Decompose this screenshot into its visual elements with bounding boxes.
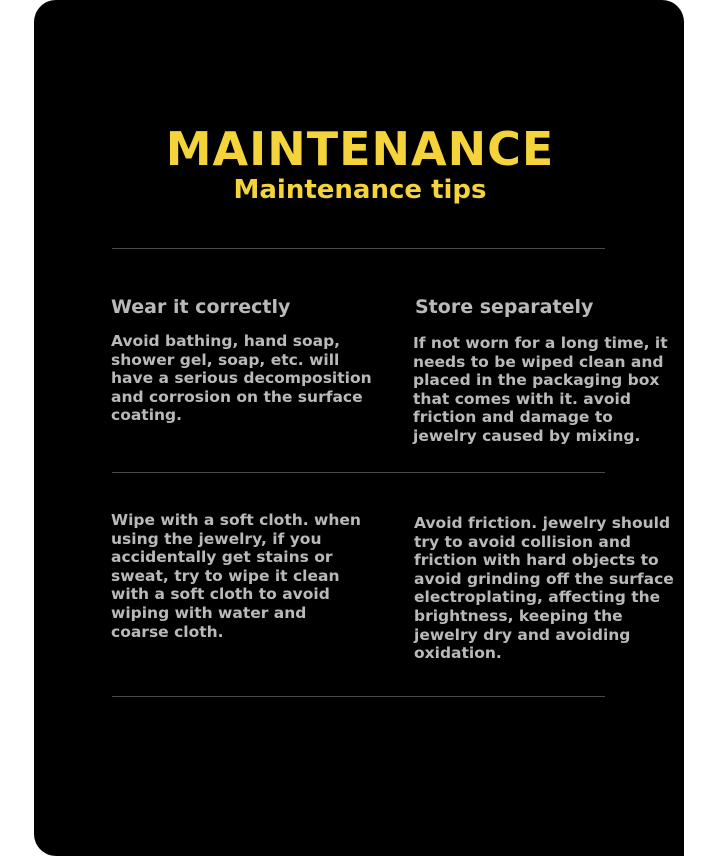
tip-text-wipe: Wipe with a soft cloth. when using the jewelry, if you accidentally get stains or sweat, try to wipe it clean with a soft cloth to avoid wiping with water and coarse cloth.: [111, 511, 361, 641]
tip-text-wear: Avoid bathing, hand soap, shower gel, soap, etc. will have a serious decomposition and corrosion on the surface coating.: [111, 332, 372, 425]
divider-middle: [112, 472, 605, 473]
divider-top: [112, 248, 605, 249]
divider-bottom: [112, 696, 605, 697]
tip-heading-wear: Wear it correctly: [111, 296, 291, 318]
tip-heading-store: Store separately: [415, 296, 594, 318]
tip-text-store: If not worn for a long time, it needs to be wiped clean and placed in the packaging box that comes with it. avoid friction and damage to jewelry caused by mixing.: [413, 334, 668, 445]
tip-text-friction: Avoid friction. jewelry should try to avoid collision and friction with hard objects to avoid grinding off the surface electroplating, affecting the brightness, keeping the jewelry dry and avoiding oxidation.: [414, 514, 674, 663]
page-subtitle: Maintenance tips: [233, 175, 487, 205]
page-title: MAINTENANCE: [165, 122, 555, 176]
